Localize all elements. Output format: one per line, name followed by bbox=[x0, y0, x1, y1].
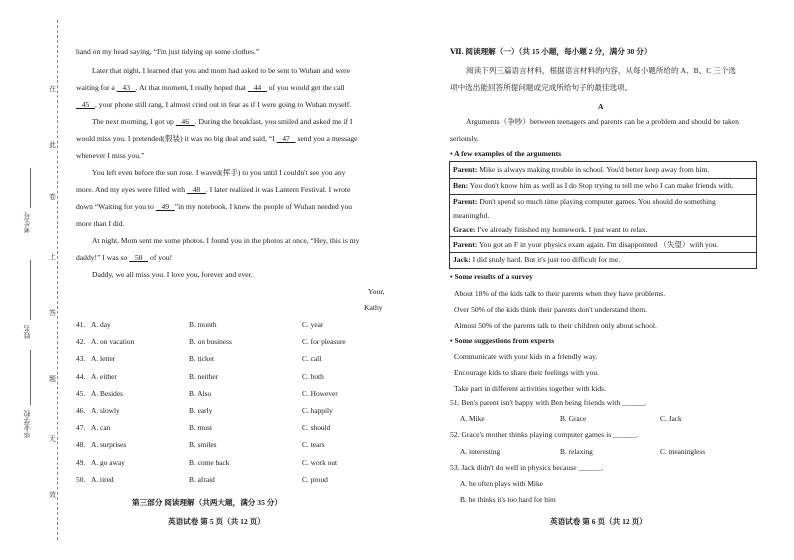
seal-char: 效 bbox=[49, 488, 56, 502]
field-line bbox=[30, 350, 31, 405]
dialogue-line: Jack: I did study hard. But it's just too difficult for me. bbox=[453, 255, 621, 264]
question-number: 41. bbox=[76, 320, 86, 329]
passage-line: Daddy, we all miss you. I love you, forever and ever. bbox=[92, 270, 253, 279]
answer-option[interactable]: C. proud bbox=[302, 474, 328, 484]
answer-option[interactable]: B. afraid bbox=[189, 474, 215, 484]
question-number: 43. bbox=[76, 354, 86, 364]
answer-option[interactable]: A. Besides bbox=[91, 388, 124, 398]
answer-option[interactable]: C. tears bbox=[302, 440, 325, 450]
dialogue-line: Parent: You got an F in your physics exam again. I'm disappointed （失望）with you. bbox=[453, 240, 719, 249]
passage-line: waiting for a 43 . At that moment, I really hoped that 44 of you would get the call bbox=[76, 83, 345, 92]
answer-option[interactable]: C. call bbox=[302, 354, 322, 364]
answer-option[interactable]: C. However bbox=[302, 388, 338, 398]
instruction-line: 项中选出能回答所提问题或完成所给句子的最佳选项。 bbox=[450, 83, 633, 92]
survey-line: About 18% of the kids talk to their parents when they have problems. bbox=[454, 289, 666, 298]
signoff-name: Kathy bbox=[364, 303, 383, 312]
cloze-blank[interactable]: 48 bbox=[186, 185, 206, 194]
instruction-line: 阅读下列三篇语言材料，根据语言材料的内容，从每小题所给的 A、B、C 三个选 bbox=[466, 66, 737, 75]
question-number: 46. bbox=[76, 406, 86, 415]
seal-char: 答 bbox=[49, 306, 56, 320]
seal-char: 此 bbox=[49, 138, 56, 152]
field-line bbox=[30, 168, 31, 208]
answer-option[interactable]: B. come back bbox=[189, 457, 230, 467]
seal-char: 上 bbox=[49, 250, 56, 264]
answer-option[interactable]: A. can bbox=[91, 423, 111, 433]
answer-option[interactable]: A. letter bbox=[91, 354, 116, 364]
field-school: 毕业学校 bbox=[23, 410, 31, 438]
question-stem: 53. Jack didn't do well in physics because ______. bbox=[450, 463, 604, 472]
question-number: 48. bbox=[76, 440, 86, 450]
answer-option[interactable]: B. neither bbox=[189, 371, 219, 381]
suggestion-line: Communicate with your kids in a friendly way. bbox=[454, 352, 598, 361]
question-number: 44. bbox=[76, 371, 86, 381]
passage-line: would miss you. I pretended(假装) it was no big deal and said, “I 47 send you a message bbox=[76, 134, 358, 143]
answer-option[interactable]: A. Mike bbox=[460, 414, 485, 423]
field-line bbox=[30, 260, 31, 320]
arguments-table bbox=[449, 161, 757, 269]
passage-line: Later that night, I learned that you and mom had asked to be sent to Wuhan and were bbox=[92, 66, 351, 75]
answer-option[interactable]: B. on business bbox=[189, 337, 232, 347]
table-row-divider bbox=[450, 236, 756, 237]
question-number: 47. bbox=[76, 423, 86, 433]
answer-option[interactable]: A. tired bbox=[91, 474, 114, 484]
dialogue-line: Parent: Mike is always making trouble in school. You'd better keep away from him. bbox=[453, 165, 710, 174]
cloze-blank[interactable]: 50 bbox=[129, 253, 149, 262]
question-stem: 52. Grace's mother thinks playing computer games is ______. bbox=[450, 430, 638, 439]
question-number: 42. bbox=[76, 337, 86, 347]
field-candidate-number: 考生号 bbox=[23, 212, 31, 233]
dialogue-line: Parent: Don't spend so much time playing computer games. You should do something bbox=[453, 197, 716, 206]
dialogue-line: Ben: You don't know him as well as I do Stop trying to tell me who I can make friends with. bbox=[453, 181, 734, 190]
answer-option[interactable]: A. go away bbox=[91, 457, 125, 467]
question-number: 50. bbox=[76, 474, 86, 484]
answer-option[interactable]: C. year bbox=[302, 320, 324, 329]
passage-line: down “Waiting for you to 49 ”in my notebook. I knew the people of Wuhan needed you bbox=[76, 202, 353, 211]
answer-option[interactable]: A. surprises bbox=[91, 440, 127, 450]
table-row-divider bbox=[450, 252, 756, 253]
page-footer: 英语试卷 第 5 页（共 12 页） bbox=[168, 517, 265, 526]
answer-option[interactable]: B. Grace bbox=[560, 414, 587, 423]
answer-option[interactable]: C. both bbox=[302, 371, 324, 381]
answer-option[interactable]: B. relaxing bbox=[560, 447, 593, 456]
passage-line: daddy!” I was so 50 of you! bbox=[76, 253, 173, 262]
suggestions-heading: • Some suggestions from experts bbox=[450, 336, 555, 345]
passage-line: more than I did. bbox=[76, 219, 125, 228]
section-heading: 第三部分 阅读理解（共两大题，满分 35 分） bbox=[132, 498, 282, 507]
cloze-blank[interactable]: 47 bbox=[276, 134, 296, 143]
seal-char: 无 bbox=[49, 432, 56, 446]
intro-line: seriously. bbox=[450, 134, 479, 143]
question-stem: 51. Ben's parent isn't happy with Ben being friends with ______. bbox=[450, 398, 647, 407]
question-number: 49. bbox=[76, 457, 86, 467]
survey-line: Almost 50% of the parents talk to their children only about school. bbox=[454, 321, 657, 330]
answer-option[interactable]: A. day bbox=[91, 320, 111, 329]
dialogue-line: meaningful. bbox=[453, 211, 490, 220]
passage-line: 45 , your phone still rang. I almost cried out in fear as if I were going to Wuhan myself. bbox=[76, 100, 352, 109]
passage-line: At night, Mom sent me some photos. I found you in the photos at once, “Hey, this is my bbox=[92, 236, 360, 245]
cloze-blank[interactable]: 44 bbox=[247, 83, 267, 92]
answer-option[interactable]: B. smiles bbox=[189, 440, 217, 450]
survey-heading: • Some results of a survey bbox=[450, 272, 533, 281]
answer-option[interactable]: B. must bbox=[189, 423, 212, 433]
cloze-blank[interactable]: 45 bbox=[76, 100, 95, 109]
field-name: 姓名 bbox=[23, 325, 31, 339]
table-row-divider bbox=[450, 178, 756, 179]
seal-char: 卷 bbox=[49, 190, 56, 204]
answer-option[interactable]: A. on vacation bbox=[91, 337, 135, 347]
answer-option[interactable]: B. early bbox=[189, 406, 213, 415]
cloze-blank[interactable]: 43 bbox=[116, 83, 136, 92]
seal-char: 在 bbox=[49, 82, 56, 96]
intro-line: Arguments（争吵）between teenagers and parents can be a problem and should be taken bbox=[466, 117, 739, 126]
passage-label: A bbox=[598, 102, 604, 111]
passage-line: more. And my eyes were filled with 48 . I later realized it was Lantern Festival. I wrote bbox=[76, 185, 351, 194]
answer-option[interactable]: A. he often plays with Mike bbox=[460, 479, 543, 488]
answer-option[interactable]: C. work out bbox=[302, 457, 338, 467]
cloze-blank[interactable]: 49 bbox=[155, 202, 175, 211]
table-row-divider bbox=[450, 194, 756, 195]
answer-option[interactable]: C. Jack bbox=[660, 414, 682, 423]
answer-option[interactable]: C. meaningless bbox=[660, 447, 706, 456]
passage-line: whenever I miss you.” bbox=[76, 151, 145, 160]
passage-line: hand on my head saying, “I'm just tidying up some clothes.” bbox=[76, 47, 260, 56]
question-number: 45. bbox=[76, 388, 86, 398]
answer-option[interactable]: A. slowly bbox=[91, 406, 120, 415]
survey-line: Over 50% of the kids think their parents don't understand them. bbox=[454, 305, 648, 314]
answer-option[interactable]: B. he thinks it's too hard for him bbox=[460, 495, 556, 504]
answer-option[interactable]: A. interesting bbox=[460, 447, 501, 456]
dialogue-line: Grace: I've already finished my homework. I just want to relax. bbox=[453, 225, 648, 234]
answer-option[interactable]: B. month bbox=[189, 320, 217, 329]
answer-option[interactable]: B. Also bbox=[189, 388, 212, 398]
answer-option[interactable]: A. either bbox=[91, 371, 117, 381]
page-footer: 英语试卷 第 6 页（共 12 页） bbox=[550, 517, 647, 526]
passage-line: You left even before the sun rose. I waved(挥手) to you until I couldn't see you any bbox=[92, 168, 346, 177]
answer-option[interactable]: C. should bbox=[302, 423, 331, 433]
binding-dashed-line bbox=[57, 20, 58, 540]
seal-char: 题 bbox=[49, 372, 56, 386]
suggestion-line: Encourage kids to share their feelings with you. bbox=[454, 368, 600, 377]
answer-option[interactable]: B. ticket bbox=[189, 354, 215, 364]
answer-option[interactable]: C. for pleasure bbox=[302, 337, 346, 347]
passage-line: The next morning, I got up 46 . During the breakfast, you smiled and asked me if I bbox=[92, 117, 353, 126]
section-title: Ⅶ. 阅读理解（一）（共 15 小题，每小题 2 分，满分 30 分） bbox=[450, 47, 652, 56]
signoff-line: Your, bbox=[368, 287, 385, 296]
answer-option[interactable]: C. happily bbox=[302, 406, 333, 415]
examples-heading: • A few examples of the arguments bbox=[450, 149, 562, 158]
suggestion-line: Take part in different activities together with kids. bbox=[454, 384, 607, 393]
cloze-blank[interactable]: 46 bbox=[175, 117, 195, 126]
